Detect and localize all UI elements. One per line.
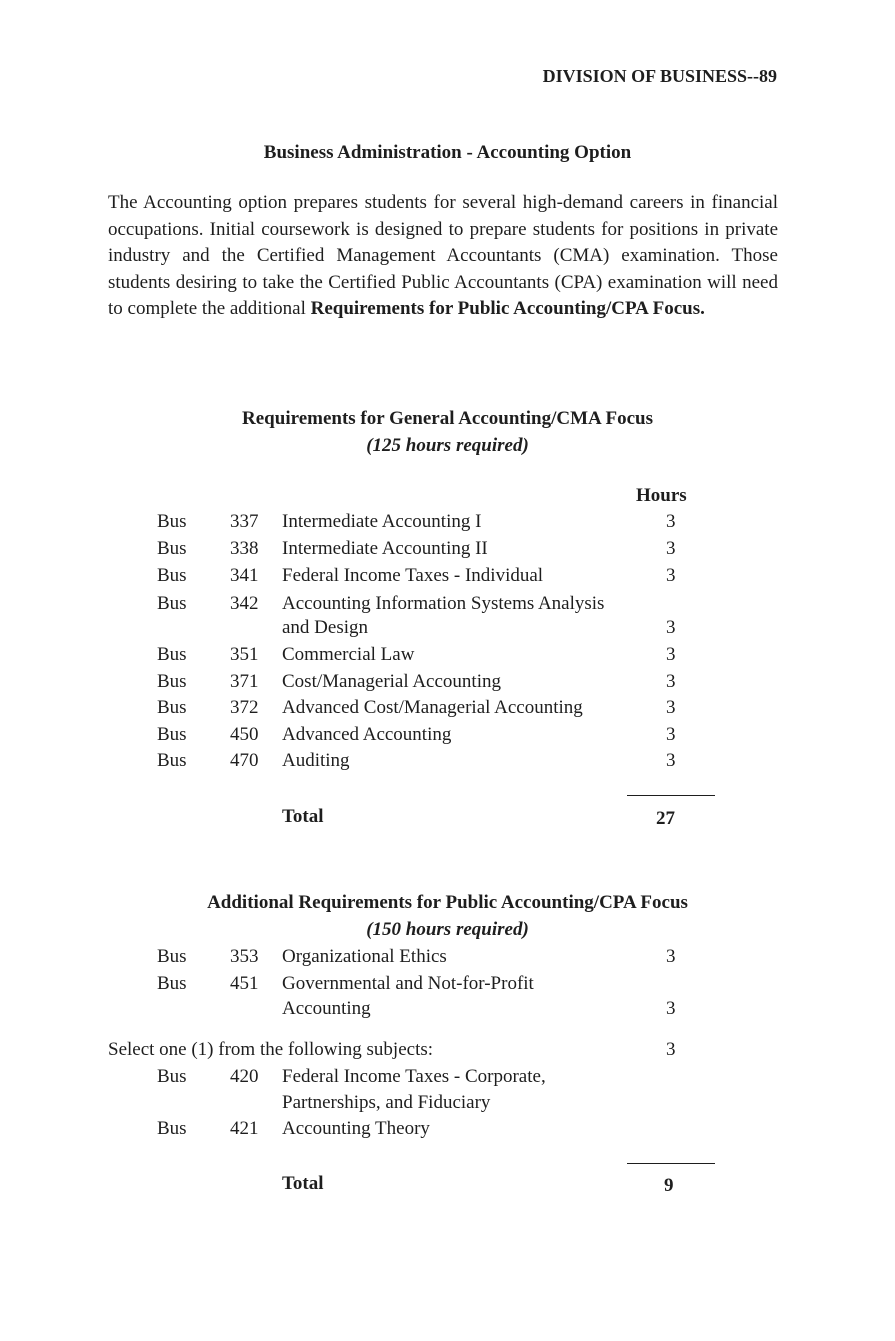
select-hours: 3 [666,1039,676,1060]
total-label: Total [282,1173,324,1194]
course-number: 450 [230,724,259,745]
course-dept: Bus [157,724,187,745]
course-dept: Bus [157,511,187,532]
general-section-heading: Requirements for General Accounting/CMA Focus [242,408,653,429]
total-hours: 27 [656,808,675,829]
course-row [0,565,895,591]
course-row [0,644,895,670]
intro-paragraph [108,190,778,323]
course-number: 421 [230,1118,259,1139]
hours-column-header: Hours [636,485,687,506]
course-title: Advanced Cost/Managerial Accounting [282,697,583,718]
intro-text: The Accounting option prepares students for several high-demand careers in financial occupations. Initial coursework is designed to prepare students for positions in private industry and the Certified Management Accountants (CMA) examination. Those students desiring to take the Certified Public Accountants (CPA) examination will need to complete the additional [108,192,778,319]
total-rule [627,795,715,796]
select-instruction: Select one (1) from the following subjects: [108,1039,434,1060]
course-dept: Bus [157,1118,187,1139]
course-dept: Bus [157,750,187,771]
course-dept: Bus [157,565,187,586]
course-number: 341 [230,565,259,586]
course-number: 420 [230,1066,259,1087]
course-title: Accounting Theory [282,1118,430,1139]
public-section-heading: Additional Requirements for Public Accounting/CPA Focus [207,892,688,913]
elective-row [0,1066,895,1092]
course-hours: 3 [666,565,676,586]
course-title: Auditing [282,750,350,771]
course-hours: 3 [666,697,676,718]
course-number: 372 [230,697,259,718]
elective-row [0,1118,895,1144]
page-title: Business Administration - Accounting Option [263,142,632,163]
general-section-subheading: (125 hours required) [366,435,529,456]
course-row [0,750,895,776]
course-title-cont: Accounting [282,998,371,1019]
total-rule [627,1163,715,1164]
course-row [0,511,895,537]
course-number: 337 [230,511,259,532]
course-row [0,724,895,750]
course-row-continuation [0,998,895,1024]
elective-row-continuation [0,1092,895,1118]
course-number: 470 [230,750,259,771]
course-hours: 3 [666,617,676,638]
course-number: 371 [230,671,259,692]
course-number: 353 [230,946,259,967]
course-row [0,671,895,697]
course-hours: 3 [666,946,676,967]
course-title: Federal Income Taxes - Corporate, [282,1066,546,1087]
course-dept: Bus [157,593,187,614]
select-row [0,1039,895,1065]
course-hours: 3 [666,644,676,665]
total-hours: 9 [664,1175,674,1196]
course-dept: Bus [157,671,187,692]
course-hours: 3 [666,750,676,771]
course-title-cont: Partnerships, and Fiduciary [282,1092,491,1113]
course-title: Accounting Information Systems Analysis [282,593,605,614]
course-title: Commercial Law [282,644,415,665]
course-hours: 3 [666,671,676,692]
course-dept: Bus [157,644,187,665]
course-dept: Bus [157,973,187,994]
course-title: Federal Income Taxes - Individual [282,565,544,586]
course-number: 338 [230,538,259,559]
course-title: Advanced Accounting [282,724,452,745]
course-row [0,697,895,723]
course-dept: Bus [157,538,187,559]
course-title: Organizational Ethics [282,946,447,967]
course-hours: 3 [666,538,676,559]
course-number: 451 [230,973,259,994]
course-row [0,538,895,564]
intro-bold-tail: Requirements for Public Accounting/CPA Focus. [310,298,705,319]
course-title: Intermediate Accounting II [282,538,488,559]
course-hours: 3 [666,511,676,532]
course-title: Intermediate Accounting I [282,511,482,532]
course-title: Governmental and Not-for-Profit [282,973,534,994]
course-hours: 3 [666,724,676,745]
course-row [0,593,895,619]
course-dept: Bus [157,946,187,967]
course-title-cont: and Design [282,617,369,638]
course-row-continuation [0,617,895,643]
course-row [0,973,895,999]
course-number: 351 [230,644,259,665]
course-dept: Bus [157,1066,187,1087]
total-label: Total [282,806,324,827]
course-dept: Bus [157,697,187,718]
course-number: 342 [230,593,259,614]
running-head: DIVISION OF BUSINESS--89 [542,66,777,86]
course-hours: 3 [666,998,676,1019]
course-title: Cost/Managerial Accounting [282,671,501,692]
course-row [0,946,895,972]
public-section-subheading: (150 hours required) [366,919,529,940]
